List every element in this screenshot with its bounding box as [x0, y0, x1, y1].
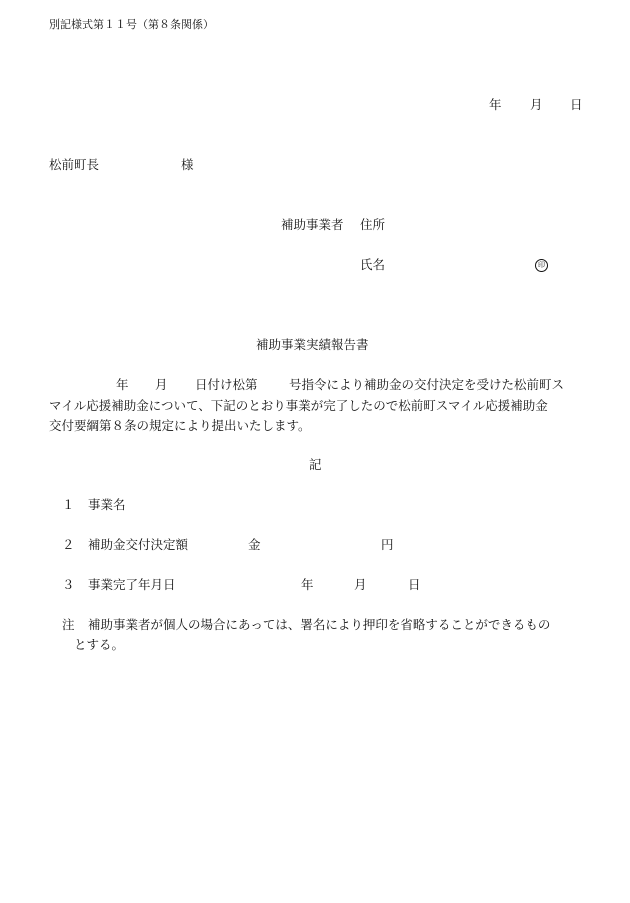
item-1-number: １ — [62, 497, 75, 512]
applicant-label: 補助事業者 — [281, 217, 344, 232]
item-1-label: 事業名 — [88, 497, 126, 512]
ki-heading: 記 — [309, 457, 322, 472]
body-date-ref: 日付け松第 — [195, 377, 258, 392]
item-2-label: 補助金交付決定額 — [88, 537, 189, 552]
body-line2: マイル応援補助金について、下記のとおり事業が完了したので松前町スマイル応援補助金 — [49, 398, 548, 413]
item-2-number: ２ — [62, 537, 75, 552]
note-line1: 補助事業者が個人の場合にあっては、署名により押印を省略することができるもの — [88, 617, 551, 632]
item-3-number: ３ — [62, 577, 75, 592]
item-2-unit: 円 — [381, 537, 394, 552]
body-line3: 交付要綱第８条の規定により提出いたします。 — [49, 418, 311, 433]
seal-icon: 印 — [535, 259, 548, 272]
item-3-month: 月 — [354, 577, 367, 592]
name-label: 氏名 — [360, 257, 386, 272]
addressee-title: 松前町長 — [49, 157, 100, 172]
item-3-label: 事業完了年月日 — [88, 577, 176, 592]
body-line1-rest: 号指令により補助金の交付決定を受けた松前町ス — [289, 377, 565, 392]
item-3-year: 年 — [301, 577, 314, 592]
body-year: 年 — [116, 377, 129, 392]
date-year-label: 年 — [489, 97, 502, 112]
body-month: 月 — [155, 377, 168, 392]
item-2-currency: 金 — [248, 537, 261, 552]
form-number: 別記様式第１１号（第８条関係） — [49, 18, 214, 31]
date-month-label: 月 — [530, 97, 543, 112]
address-label: 住所 — [360, 217, 386, 232]
note-line2: とする。 — [74, 637, 125, 652]
item-3-day: 日 — [408, 577, 421, 592]
document-title: 補助事業実績報告書 — [256, 337, 369, 352]
date-day-label: 日 — [570, 97, 583, 112]
addressee-honorific: 様 — [181, 157, 194, 172]
note-mark: 注 — [62, 617, 75, 632]
